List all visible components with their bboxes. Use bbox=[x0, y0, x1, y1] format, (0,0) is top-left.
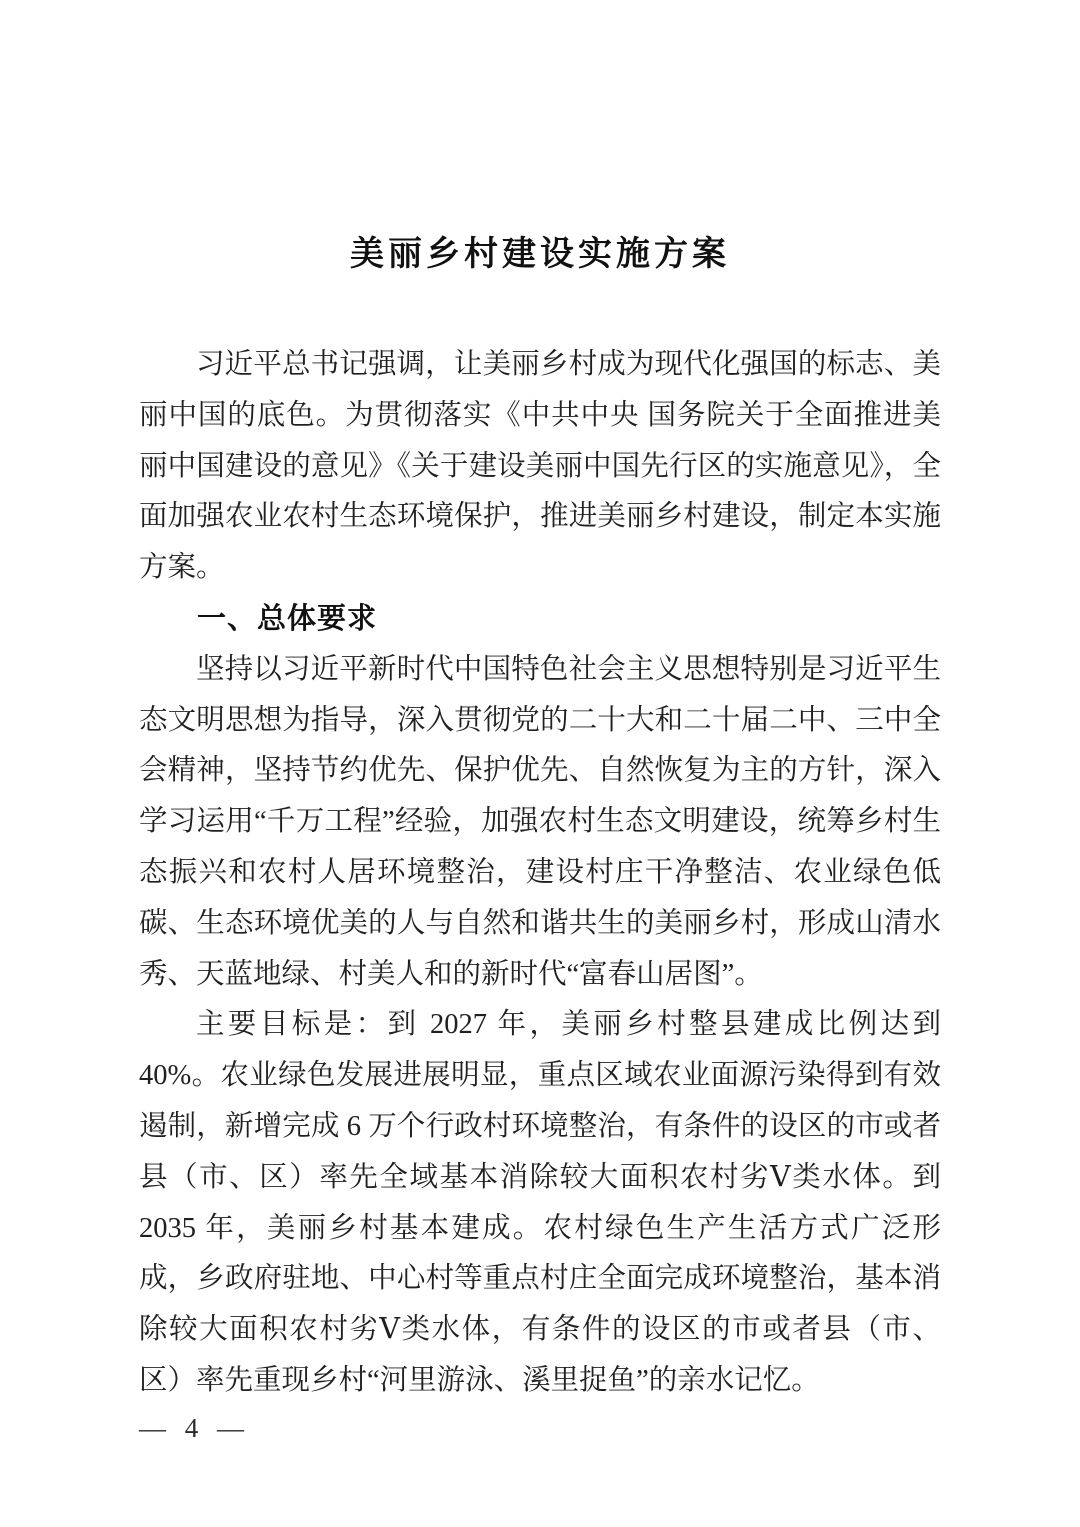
page-number: — 4 — bbox=[139, 1412, 250, 1443]
paragraph-intro: 习近平总书记强调，让美丽乡村成为现代化强国的标志、美丽中国的底色。为贯彻落实《中共中央 国务院关于全面推进美丽中国建设的意见》《关于建设美丽中国先行区的实施意见》，全面加强农业农村生态环境保护，推进美丽乡村建设，制定本实施方案。 bbox=[139, 349, 941, 584]
paragraph-main-goals: 主要目标是：到 2027 年，美丽乡村整县建成比例达到 40%。农业绿色发展进展明显，重点区域农业面源污染得到有效遏制，新增完成 6 万个行政村环境整治，有条件的设区的市或者县（市、区）率先全域基本消除较大面积农村劣Ⅴ类水体。到 2035 年，美丽乡村基本建成。农村绿色生产生活方式广泛形成，乡政府驻地、中心村等重点村庄全面完成环境整治，基本消除较大面积农村劣Ⅴ类水体，有条件的设区的市或者县（市、区）率先重现乡村“河里游泳、溪里捉鱼”的亲水记忆。 bbox=[139, 1009, 941, 1396]
paragraph-guiding-ideology: 坚持以习近平新时代中国特色社会主义思想特别是习近平生态文明思想为指导，深入贯彻党的二十大和二十届二中、三中全会精神，坚持节约优先、保护优先、自然恢复为主的方针，深入学习运用“千万工程”经验，加强农村生态文明建设，统筹乡村生态振兴和农村人居环境整治，建设村庄干净整洁、农业绿色低碳、生态环境优美的人与自然和谐共生的美丽乡村，形成山清水秀、天蓝地绿、村美人和的新时代“富春山居图”。 bbox=[139, 653, 941, 990]
document-title: 美丽乡村建设实施方案 bbox=[350, 235, 730, 273]
section-heading-overall-requirements: 一、总体要求 bbox=[197, 602, 378, 635]
